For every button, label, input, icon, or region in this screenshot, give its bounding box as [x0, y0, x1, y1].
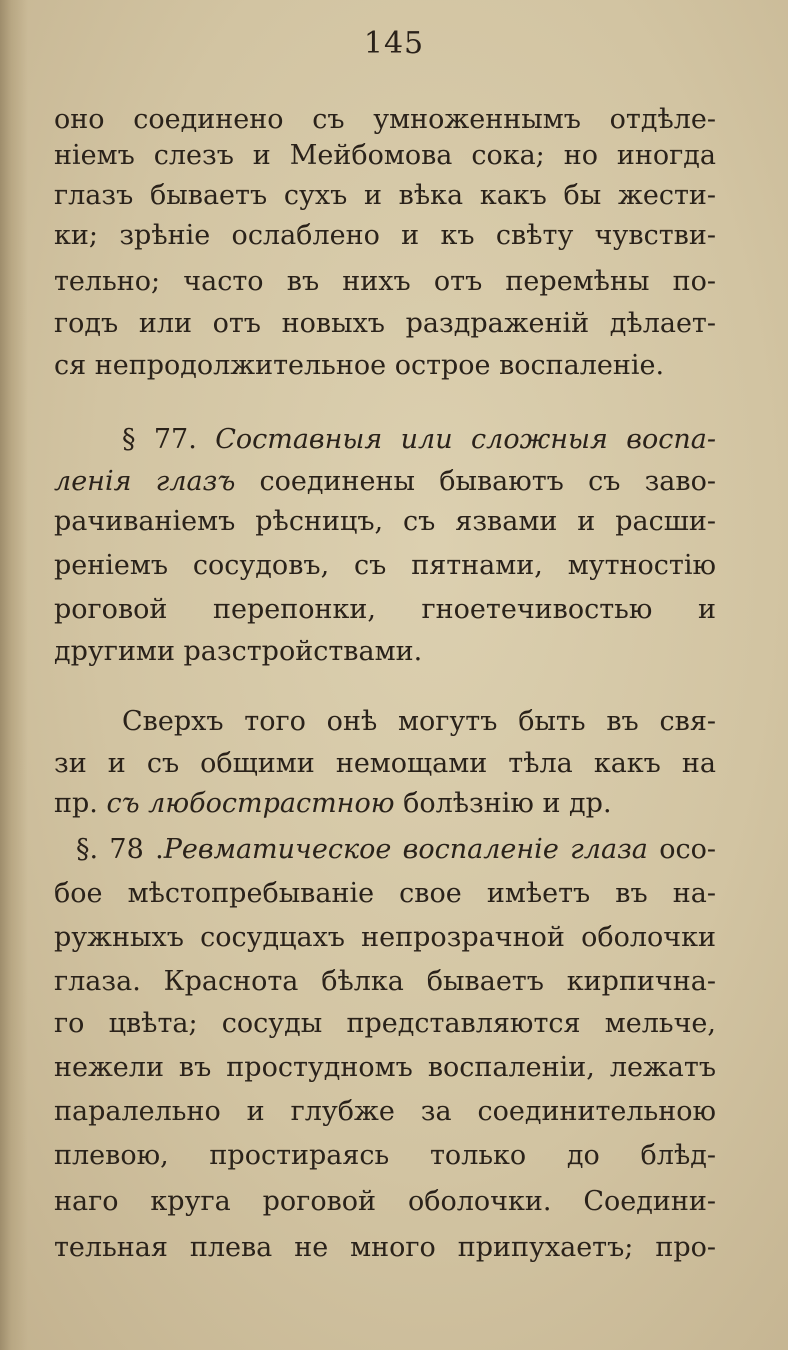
italic-term: Составныя или сложныя воспа- [215, 424, 716, 455]
text-line: зи и съ общими немощами тѣла какъ на [54, 748, 716, 779]
text-line: ніемъ слезъ и Мейбомова сока; но иногда [54, 140, 716, 171]
text-line: тельно; часто въ нихъ отъ перемѣны по- [54, 266, 716, 297]
text-line: паралельно и глубже за соединительною [54, 1096, 716, 1127]
section-marker: § 77. [122, 424, 216, 455]
text-line: плевою, простираясь только до блѣд- [54, 1140, 716, 1171]
text-line: роговой перепонки, гноетечивостью и [54, 594, 716, 625]
text-line: ся непродолжительное острое воспаленіе. [54, 350, 665, 381]
text-line [54, 460, 716, 504]
text-line: наго круга роговой оболочки. Соедини- [54, 1186, 716, 1217]
text-line: реніемъ сосудовъ, съ пятнами, мутностію [54, 550, 716, 581]
page-binding-edge [0, 0, 28, 1350]
text-line: ружныхъ сосудцахъ непрозрачной оболочки [54, 922, 716, 953]
text-line: глаза. Краснота бѣлка бываетъ кирпична- [54, 966, 716, 997]
text-span: соединены бываютъ съ заво- [235, 466, 716, 497]
text-line: оно соединено съ умноженнымъ отдѣле- [54, 104, 716, 135]
text-line: годъ или отъ новыхъ раздраженій дѣлает- [54, 308, 716, 339]
page-number: 145 [363, 26, 425, 61]
italic-term: Ревматическое воспаленіе глаза [163, 834, 648, 865]
italic-term: съ любострастною [106, 788, 395, 819]
section-78-heading-line [76, 828, 716, 872]
italic-term: ленія глазъ [54, 466, 236, 497]
text-line: другими разстройствами. [54, 636, 423, 667]
text-span: болѣзнію и др. [394, 788, 612, 819]
text-span: осо- [647, 834, 717, 865]
text-line: бое мѣстопребываніе свое имѣетъ въ на- [54, 878, 716, 909]
text-line: Сверхъ того онѣ могутъ быть въ свя- [122, 706, 716, 737]
section-77-heading-line [122, 418, 716, 462]
text-line: го цвѣта; сосуды представляются мельче, [54, 1008, 716, 1039]
text-line: ки; зрѣніе ослаблено и къ свѣту чувстви- [54, 220, 716, 251]
text-line: тельная плева не много припухаетъ; про- [54, 1232, 716, 1263]
text-line: рачиваніемъ рѣсницъ, съ язвами и расши- [54, 506, 716, 537]
text-line [54, 782, 716, 826]
text-line: нежели въ простудномъ воспаленіи, лежатъ [54, 1052, 716, 1083]
text-line: глазъ бываетъ сухъ и вѣка какъ бы жести- [54, 180, 716, 211]
text-span: пр. [54, 788, 107, 819]
section-marker: §. 78 . [76, 834, 164, 865]
